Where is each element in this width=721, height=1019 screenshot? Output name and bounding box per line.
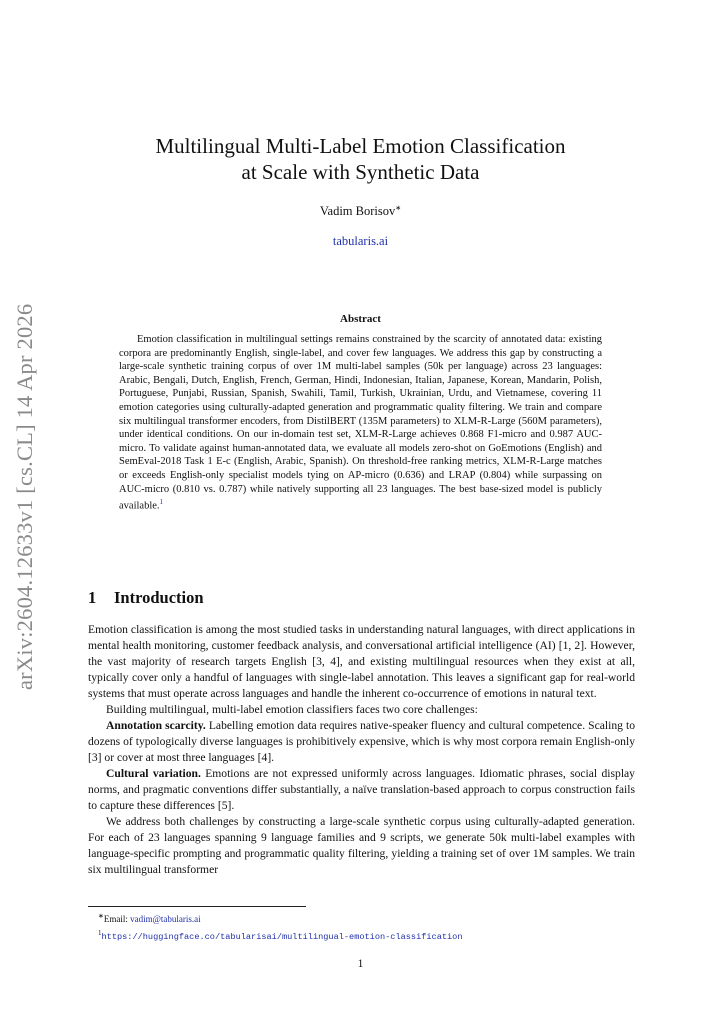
email-link[interactable]: vadim@tabularis.ai xyxy=(130,914,201,924)
paragraph: Annotation scarcity. Labelling emotion data requires native-speaker fluency and cultural competence. Scaling to dozens of typologically diverse languages is prohibitively expensive, which is why most corpora remain English-only [3] or cover at most three languages [4]. xyxy=(88,719,635,764)
abstract-footnote-mark[interactable]: 1 xyxy=(159,498,164,507)
paragraph: Cultural variation. Emotions are not expressed uniformly across languages. Idiomatic phrases, social display norms, and pragmatic conventions differ substantially, a naïve translation-based approach to corpus construction fails to capture these differences [5]. xyxy=(88,767,635,812)
run-in-heading: Annotation scarcity. xyxy=(106,719,206,732)
page-number: 1 xyxy=(357,958,364,970)
abstract-text: Emotion classification in multilingual settings remains constrained by the scarcity of annotated data: existing corpora are predominantly English, single-label, and cover few languages. We address this gap by constructing a large-scale synthetic training corpus of over 1M multi-label samples (50k per language) across 23 languages: Arabic, Bengali, Dutch, English, French, German, Hindi, Indonesian, Italian, Japanese, Korean, Mandarin, Polish, Portuguese, Punjabi, Russian, Spanish, Swahili, Tamil, Turkish, Ukrainian, Urdu, and Vietnamese, covering 11 emotion categories using culturally-adapted generation and programmatic quality filtering. We train and compare six multilingual transformer encoders, from DistilBERT (135M parameters) to XLM-R-Large (560M parameters), under identical conditions. On our in-domain test set, XLM-R-Large achieves 0.868 F1-micro and 0.987 AUC-micro. To validate against human-annotated data, we evaluate all models zero-shot on GoEmotions (English) and SemEval-2018 Task 1 E-c (English, Arabic, Spanish). On threshold-free ranking metrics, XLM-R-Large matches or exceeds English-only specialist models tying on AP-micro (0.636) and LRAP (0.804) while surpassing on AUC-micro (0.810 vs. 0.787) while natively supporting all 23 languages. The best base-sized model is publicly available. xyxy=(119,334,602,512)
footnote-url: $^1$https://huggingface.co/tabularisai/multilingual-emotion-classification xyxy=(98,929,463,942)
title-line-2: at Scale with Synthetic Data xyxy=(241,160,480,184)
paragraph: Emotion classification is among the most studied tasks in understanding natural languages, with direct applications in mental health monitoring, customer feedback analysis, and conversational artificial intelligence (AI) [1, 2]. However, the vast majority of research targets English [3, 4], and existing multilingual resources when they exist at all, typically cover only a handful of languages with single-label annotation. This leaves a significant gap for real-world systems that must operate across languages and handle the inherent co-occurrence of emotions in natural text. xyxy=(88,623,635,700)
footnote-email: ∗Email: vadim@tabularis.ai xyxy=(98,912,201,924)
run-in-heading: Cultural variation. xyxy=(106,767,201,780)
author-footnote-mark: ∗ xyxy=(395,204,402,212)
author-name: Vadim Borisov xyxy=(319,204,396,219)
section-title: Introduction xyxy=(114,588,204,607)
abstract-body xyxy=(119,333,602,513)
abstract-heading: Abstract xyxy=(340,313,381,325)
introduction-body xyxy=(88,622,635,878)
arxiv-identifier: arXiv:2604.12633v1 [cs.CL] 14 Apr 2026 xyxy=(12,303,37,690)
paragraph: Building multilingual, multi-label emotion classifiers faces two core challenges: xyxy=(106,703,478,716)
title-line-1: Multilingual Multi-Label Emotion Classification xyxy=(155,134,566,158)
paragraph: We address both challenges by constructing a large-scale synthetic corpus using culturally-adapted generation. For each of 23 languages spanning 9 language families and 9 scripts, we generate 50k multi-label examples with language-specific prompting and programmatic quality filtering, yielding a training set of over 1M samples. We train six multilingual transformer xyxy=(88,815,635,876)
paper-title xyxy=(0,133,721,185)
footnotes xyxy=(98,909,463,944)
footnote-rule xyxy=(88,906,306,907)
section-heading xyxy=(88,588,204,608)
affiliation-link[interactable]: tabularis.ai xyxy=(332,234,389,248)
section-number: 1 xyxy=(88,588,97,607)
author xyxy=(0,204,721,219)
model-url-link[interactable]: https://huggingface.co/tabularisai/multilingual-emotion-classification xyxy=(101,932,463,942)
